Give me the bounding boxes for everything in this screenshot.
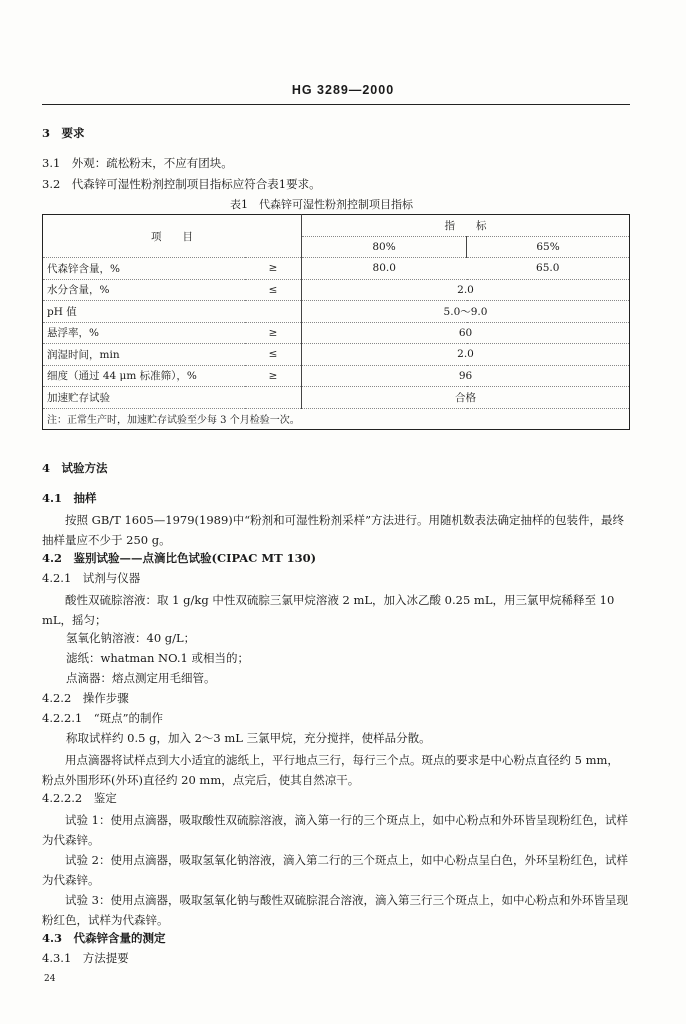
table-row: pH 值 5.0～9.0 <box>43 301 630 323</box>
standard-header: HG 3289—2000 <box>291 83 395 97</box>
section-4-1-text: 按照 GB/T 1605—1979(1989)中“粉剂和可湿性粉剂采样”方法进行。用随机数表法确定抽样的包装件，最终抽样量应不少于 250 g。 <box>42 513 625 547</box>
test-1: 试验 1：使用点滴器，吸取酸性双硫腙溶液，滴入第一行的三个斑点上，如中心粉点和外环皆呈现粉红色，试样为代森锌。 <box>42 813 628 847</box>
spot-prep-b: 用点滴器将试样点到大小适宜的滤纸上，平行地点三行，每行三个点。斑点的要求是中心粉点直径约 5 mm，粉点外围形环(外环)直径约 20 mm，点完后，使其自然凉干。 <box>42 753 619 787</box>
table-row: 润湿时间，min ≤ 2.0 <box>43 344 630 366</box>
table-row: 水分含量，% ≤ 2.0 <box>43 279 630 301</box>
reagent-filter-paper: 滤纸：whatman NO.1 或相当的； <box>66 651 249 665</box>
section-4-2-title: 4.2 鉴别试验——点滴比色试验(CIPAC MT 130) <box>42 551 317 565</box>
table-row: 悬浮率，% ≥ 60 <box>43 322 630 344</box>
col-header-item: 项 目 <box>43 215 302 258</box>
table-caption: 表1 代森锌可湿性粉剂控制项目指标 <box>230 198 413 211</box>
section-4-2-2-title: 4.2.2 操作步骤 <box>42 691 129 705</box>
section-4-3-title: 4.3 代森锌含量的测定 <box>42 931 166 945</box>
col-header-80: 80% <box>302 236 467 258</box>
section-4-2-1-title: 4.2.1 试剂与仪器 <box>42 571 141 585</box>
page-number: 24 <box>44 974 56 984</box>
test-3: 试验 3：使用点滴器，吸取氢氧化钠与酸性双硫腙混合溶液，滴入第三行三个斑点上，如中心粉点和外环皆呈现粉红色，试样为代森锌。 <box>42 893 628 927</box>
section-4-2-2-2-title: 4.2.2.2 鉴定 <box>42 791 117 805</box>
table-row: 加速贮存试验 合格 <box>43 387 630 409</box>
table-row: 代森锌含量，% ≥ 80.0 65.0 <box>43 258 630 280</box>
col-header-index: 指 标 <box>302 215 630 237</box>
reagent-dropper: 点滴器：熔点测定用毛细管。 <box>66 671 216 685</box>
test-2: 试验 2：使用点滴器，吸取氢氧化钠溶液，滴入第二行的三个斑点上，如中心粉点呈白色，外环呈粉红色，试样为代森锌。 <box>42 853 628 887</box>
section-4-title: 4 试验方法 <box>42 461 108 475</box>
col-header-65: 65% <box>467 236 630 258</box>
header-rule <box>42 104 630 105</box>
table-row: 细度（通过 44 μm 标准筛），% ≥ 96 <box>43 365 630 387</box>
table-note: 注：正常生产时，加速贮存试验至少每 3 个月检验一次。 <box>43 408 630 429</box>
section-3-title: 3 要求 <box>42 126 85 140</box>
section-4-3-1-title: 4.3.1 方法提要 <box>42 951 129 965</box>
clause-3-2: 3.2 代森锌可湿性粉剂控制项目指标应符合表1要求。 <box>42 177 321 191</box>
clause-3-1: 3.1 外观：疏松粉末，不应有团块。 <box>42 156 233 170</box>
reagent-dithizone: 酸性双硫腙溶液：取 1 g/kg 中性双硫腙三氯甲烷溶液 2 mL，加入冰乙酸 0.25 mL，用三氯甲烷稀释至 10 mL，摇匀； <box>42 593 615 627</box>
spec-table <box>42 214 630 430</box>
reagent-naoh: 氢氧化钠溶液：40 g/L； <box>66 631 196 645</box>
section-4-1-title: 4.1 抽样 <box>42 491 97 505</box>
spot-prep-a: 称取试样约 0.5 g，加入 2～3 mL 三氯甲烷，充分搅拌，使样品分散。 <box>66 731 431 745</box>
section-4-2-2-1-title: 4.2.2.1 “斑点”的制作 <box>42 711 163 725</box>
